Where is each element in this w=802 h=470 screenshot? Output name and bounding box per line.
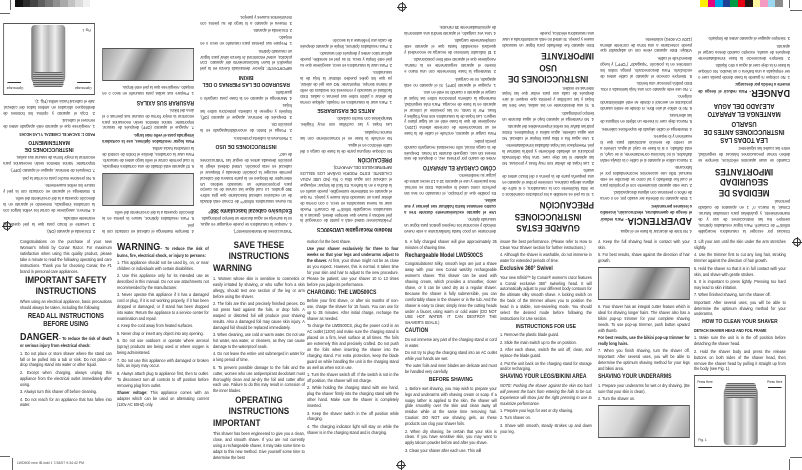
color-swatch (745, 0, 753, 7)
registration-mark-icon (398, 3, 406, 11)
text-column (307, 239, 399, 437)
paragraph: 6. Your shaver has an integral cutter feature which is ideal for shaving longer hairs. The shaver also has a bikini pop-up trimmer for your complete shaving needs. To use pop-up trimmer, push button upward with thumb. (598, 304, 690, 333)
bold-paragraph: Use el aparato exclusivamente durante tres a cuatro semanas hasta habituar sus piernas y sus axilas. (404, 197, 496, 215)
paragraph: 1. Si su piel es sensible a los productos cosméticos o se irrita fácilmente con la rasuradora, o si sufre de alguna alergia cutánea, conviene probar el aparato en una pequeña parte de la pierna o del brazo antes de usarlo. (502, 168, 594, 197)
crop-mark (0, 456, 10, 457)
paragraph: When using an electrical appliance, basic precautions should always be taken, including the following: (20, 299, 112, 311)
section-heading: IMPORTANTE (541, 49, 594, 61)
color-swatch (730, 0, 738, 7)
paragraph: 1. Do not place or store shaver where the stand can fall or be pulled into a tub or sink. Do not place or drop charging stand into water or other liquid. (20, 350, 112, 368)
arrow-right-icon (77, 82, 91, 83)
paragraph: 1. Before wet shaving, you may wish to prepare your legs and underarms with shaving cream or soap. If a soapy lather is applied to the skin, the shaver will glide smoothly over the skin and clean away all residue while at the same time removing hair. Caution: DO NOT use shaving gels, as these products can clog your shaver foils. (405, 385, 497, 427)
paragraph: Do not immerse any part of the charging stand or cord in water. (405, 336, 497, 348)
warning-block (20, 331, 112, 349)
paragraph: 2. Las hojas de afeitar son muy finas y precisas. No las aplaste ni las deje caer. Una hoja deformada producirá un afeitado deficiente y podría lastimar la piel. Reemplace las hojas dañadas inmediatamente. (502, 143, 594, 166)
paragraph: 2. When dry shaving, be certain that your skin is clean. If you have sensitive skin, you may want to apply talcum powder before and after you shave. (405, 428, 497, 446)
paragraph: To charge the LWD500CS, plug the power cord in an AC outlet (120V) and make sure the charging stand is placed on a firm, level surface at all times. The foils are extremely thin and precisely crafted. Do not push on the foils when inserting the shaver into the charging stand. For extra protection, keep the blade guard on while handling the unit in the charging stand as well as when not in use. (307, 323, 399, 370)
paragraph: "Instrucciones de Mantenimiento"). (232, 229, 292, 234)
subheading: Exclusive 360° Swivel (500, 266, 553, 273)
paragraph: 4. No mantenga el aparato bajo el agua durante un tiempo prolongado. (502, 110, 594, 122)
paragraph: 2. Ponga el botón de encendido/apagado en la posición On. (200, 122, 292, 134)
warning-lead: – To reduce the risk of death or serious injury from electrical shock: (20, 336, 112, 349)
paragraph: 7. When finished shaving, turn the shaver off. (694, 292, 771, 298)
paragraph: Las hojas y las cuchillas son muy frágiles. Manipúlelas con mucho cuidado. (300, 116, 392, 128)
text-column (502, 28, 594, 234)
section-heading: OPERATING INSTRUCTIONS (228, 395, 290, 417)
color-swatch (700, 0, 708, 7)
color-swatch (45, 0, 53, 7)
paragraph: ¡Felicitaciones! Usted está a punto de conseguir la piel sedosa y suave que siempre deseó, gracias a la rasuradora recargable Infiniti™ de Conair®. Puede usar su nueva rasuradora en seco, o con crema de afeitar para un rasurado más suave y parejo. Ya que el aparato es totalmente sumergible, puede usarlo en la ducha o en la bañera. Es fácil de limpiar: enjuague el cabezal con agua tibia o fría (NO USE AGUA CALIENTE. ESTO PODRÍA DAÑAR LOS SELLOS IMPERMEABLES DEL APARATO). (300, 165, 392, 224)
paragraph: Gracias por escoger la rasuradora recargable Infiniti™ de Conair®. Para lograr resultados óptimos, siempre lea las instrucciones de uso y de mantenimiento, y guárdelas para consultas futuras. Conair, la marca n° 1 en aparatos de cuidado personal. (698, 199, 790, 234)
figure-label: Fig. 1 (82, 28, 91, 34)
subheading: PRECAUCIÓN (357, 156, 392, 163)
subheading: MANTENGA EL APARATO ALEJADO DEL AGUA (707, 102, 781, 118)
paragraph: 7. Do not use this appliance with damaged or broken foils, as injury may occur. (117, 357, 209, 369)
paragraph: Voltaje: Este aparato viene con un adaptador que puede conectarse a una toma de corriente alterna (120V CA 60Hz) solamente. (600, 36, 692, 54)
paragraph: 1. No coloque ni guarde la base donde pueda caer o ser empujada a una bañera o un lavabo. No coloque la base ni la deje caer al agua u otro líquido. (698, 63, 790, 80)
text-column (300, 36, 392, 234)
paragraph (117, 390, 209, 408)
text-column (117, 239, 209, 409)
paragraph: 3. Use agua fría o tibia para limpiar el cabezal. No use agua caliente, agua salina o limpiadores. Éstos podrían dañar los sellos impermeables del aparato. (502, 124, 594, 141)
paragraph: 4. Aunque la rasuradora se puede enjuagar en agua, no la sumerja en agua durante un tiempo prolongado. (200, 215, 292, 227)
paragraph: 3. Nunca utilice el aparato si el cable o la clavija están dañados, si no funciona correctamente, si se cayó, si está dañado, o si la base se cayó al agua. Llévelo a un centro de servicio autorizado para que lo examinen y lo reparen. (600, 134, 692, 163)
paragraph: 2. Encienda el aparato (ON). (46, 229, 95, 234)
paragraph: Para cargar el aparato, enchufe el cable de la base en un tomacorriente de corriente alterna (120V). Asegúrese de que la base esté en un lugar plano y seguro. Las hojas de la rasuradora son muy frágiles y finas. Por lo tanto, no las presione al colocar el aparato en la base de recarga. Para más seguridad, mantenga la cubierta protectora sobre las hojas al cargar el aparato o cuando no esté en uso. (404, 89, 496, 137)
bold-paragraph: Para lograr resultados óptimos, use la cortadora integrada para el vello más largo. (102, 132, 194, 144)
arrow-left-icon (768, 387, 782, 388)
paragraph: 3. El indicador luminoso de recarga se encenderá y quedará encendido hasta que el aparato esté completamente cargado. (404, 38, 496, 56)
paragraph: 2. Turn shaver on. (500, 415, 531, 421)
bold-lead: Shaver voltage: (117, 390, 148, 396)
subheading: RASURADO DE LAS PIERNAS O DEL BIKINI (202, 73, 290, 87)
subheading: CÓMO CARGAR EL APARATO (422, 163, 496, 170)
note-paragraph: NOTE: Pushing the shaver against the skin too hard will prevent the hairs from entering the foils to be cut. Experience will show just the right pressing to use to maximize performance. (500, 382, 592, 406)
paragraph: 3. Levante el brazo para que la piel quede lig eramente estirada. (3, 215, 95, 227)
color-swatch (738, 0, 746, 7)
paragraph: 2. The foils are thin and precisely finished pieces. Do not press hard against the foils, or drop foils. A warped or distorted foil will produce poor shaving results. Also a damaged foil may cause skin injury. A damaged foil should be replaced immediately. (213, 301, 305, 330)
color-swatch (723, 0, 731, 7)
subheading: LEA TODAS LAS INSTRUCCIONES ANTES DE USARLO (703, 120, 785, 144)
paragraph: 2. Mantenga la base firmemente con una mano e inserte el aparato seguramente en la misma. Asegúrese que el aparato esté bien posicionado. (404, 57, 496, 75)
subheading: RASURAR SUS AXILAS (136, 98, 194, 105)
color-swatch (60, 0, 68, 7)
paragraph: 5. Hold the shaver so that it is in full contact with your skin, and shave with gentle strokes. (694, 265, 786, 277)
subheading: INSTRUCTIONS FOR USE (515, 323, 577, 330)
text-column (213, 239, 305, 462)
paragraph: 4. Keep the full shaving head in contact with your skin. (598, 239, 690, 250)
step-heading: PASO 1: SACAR EL CABEZAL Y LAS HOJAS (19, 131, 95, 137)
paragraph: 4. Keep the cord away from heated surfaces. (117, 323, 194, 329)
paragraph: 1. Make sure the unit is in the off position before detaching the shaver head. (694, 335, 786, 347)
paragraph: No coloque ninguna parte de la base de carga o del cable eléctrico en el agua. (300, 143, 392, 154)
shaver-figure (694, 375, 786, 447)
paragraph: 1. This appliance should not be used by, on, or near children or individuals with certain disabilities. (117, 259, 209, 271)
grayscale-color-bar (15, 0, 90, 7)
paragraph: 1. Prepare your legs for wet or dry shaving. (500, 407, 574, 413)
paragraph: 1. Asegúrese que el aparato esté apagado antes de remover el cabezal. (3, 118, 95, 130)
crop-mark (790, 10, 802, 11)
note-paragraph: IMPORTANTE: Ejercer demasiada fuerza en la piel impedirá el buen funcionamiento del aparato. Con práctica, usted encontrará la fuerza ideal para lograr un rasurado óptimo. (200, 48, 292, 72)
crop-mark (789, 459, 790, 470)
spanish-section-upside-down (0, 2, 802, 234)
warning-block (117, 241, 209, 259)
subheading: SHAVING YOUR UNDERARMS (598, 374, 672, 381)
subheading: HOW TO CLEAN YOUR SHAVER (702, 319, 778, 326)
paragraph: 1. Remove the plastic blade guard. (500, 332, 560, 338)
paragraph: 4. Do not leave the entire unit submerged in water for a long period of time. (213, 351, 305, 363)
shaver-head-illustration (33, 72, 64, 87)
process-color-bar (700, 0, 783, 7)
section-heading: SAVE THESE INSTRUCTIONS (228, 240, 290, 262)
subheading: INSTRUCCIONES DE MANTENIMIENTO (24, 139, 74, 153)
paragraph: demorarse un poco hasta familiarizarse a este nuevo método y encontrar los mejores gestos para lograr un rasurado óptimo. (404, 217, 496, 234)
paragraph: 1. Remueva la cubierta protectora. (233, 135, 292, 141)
paragraph: This shaver has been engineered to give you a clean, close, and smooth shave. If you are not currently using a rechargeable shaver, it may take some time to adapt to this new method. Give yourself some time to determine the best (213, 431, 305, 460)
paragraph: Congratulations! Silky, smooth legs are just a shave away with your new Conair wet/dry rechargeable women's shaver. This shaver can be used with shaving cream, which provides a smoother, closer shave, or it can be used dry as a regular shaver. Because the shaver is fully submersible, you can comfortably shave in the shower or in the tub. And the shaver is easy to clean; simply rinse the cutting heads under a faucet, using warm or cold water (DO NOT USE HOT WATER. IT CAN DESTROY THE SHAVER'S SEALS.) (405, 261, 497, 326)
text-column (102, 45, 194, 235)
paragraph: 8. Always attach plug to appliance first, then to outlet. To disconnect turn all controls to off position before removing plug from outlet. (117, 370, 209, 388)
warning-lead: – To reduce the risk of burns, fire, electrical shock, or injury to persons: (117, 245, 209, 258)
paragraph: 5. Mantenga el aparato en contacto con la piel y rasure los vellos suavemente. (3, 183, 95, 195)
section-heading: GUARDE ESTAS INSTRUCCIONES (514, 211, 582, 233)
paragraph: Su nueva rasuradora Infiniti™ de Conair está dotada de un exclusivo cabezal basculante que gira sobre 360 grados. Lo cual sigue las curvas de su cuerpo para proporcionarle un rasurado sedoso. Un interruptor de bloqueo en la parte trasera del cabezal permite escoger la posición deseada y bloquear el cabezal en esta posición. Usted deberá elegir la posición deseada antes de seguir las "Instrucciones de uso". (200, 152, 292, 205)
paragraph: 1. Women whose skin is sensitive to cosmetics or easily irritated by shaving, or who suffer from a skin allergy, should test one section of the leg or arm before using the shaver. (213, 276, 305, 299)
warning-title: ADVERTENCIA (627, 214, 692, 227)
paragraph: Antes de usarlo por primera vez, o después de seis meses sin uso, cárguelo durante 15 horas. Después de la carga inicial, sólo necesitará recargarlo cuando pierda poder. (404, 138, 496, 162)
paragraph: 6. El aparato está dotado de una cortadora integrada, lo cual permite cortar el vello largo antes de rasurarlo. Para usar la cortadora, deslice el botón de control de la cortadora hacia arriba. (102, 146, 194, 169)
paragraph: No enchufe la base en el tomacorriente con las manos mojadas. (300, 129, 392, 141)
paragraph: 4. Although the shaver is washable, do not immerse in water for extended periods of time. (500, 252, 592, 264)
shaving-photo (102, 173, 194, 206)
crop-mark (0, 13, 10, 14)
paragraph: 2. Use este aparato únicamente con el propósito para el cual fue diseñado y tal como se describe en este manual. Sólo use accesorios recomendados por el fabricante. (600, 165, 692, 188)
text-column (200, 12, 292, 234)
text-column (598, 239, 690, 442)
paragraph: 3. After each shave, switch the unit off, clean, and replace the blade guard. (500, 347, 592, 359)
section-heading: INSTRUCCIONES DE USO (507, 62, 589, 84)
color-swatch (753, 0, 761, 7)
paragraph: 2. Coja el aparato y oprima los botones de desbloqueo ubicados en ambos lados del cabezal. Jale el cabezal hacia arriba (Fig. 1). (3, 99, 95, 116)
warning-title: DANGER (751, 87, 790, 100)
paragraph: Es posible que al principio, el rasurado no sea tan perfecto como usted lo esperaba. Esto es normal. Sea paciente y use el aparato 10 a 13 veces antes de juzgar su rendimiento. (404, 172, 496, 196)
paragraph: 5. Para resultados óptimos, rasure la pierna en la dirección opuesta a la del crecimiento del vello. (102, 209, 194, 221)
paragraph: 5. Nunca deje caer ni inserte un objeto en ninguna de las aberturas. (600, 113, 692, 125)
color-swatch (75, 0, 83, 7)
color-swatch (53, 0, 61, 7)
print-slug: LWD500 new IB.indd 1 7/18/07 9:34:42 PM (17, 461, 85, 465)
paragraph: 3. Mueva el aparato a lo largo de su pierna con movimientos suaves y parejos. (200, 14, 292, 26)
warning-lead: – Para reducir el riesgo de muerte o herida por descarga: (698, 82, 790, 95)
paragraph: 7. Apague el aparato (OFF) después de rasurar. Importante: Varios intentos serán necesarios para encontrar la mejor forma de rasurar sus piernas o el área del bikini. (102, 107, 194, 131)
subheading: BEFORE SHAVING (428, 377, 473, 384)
press-here-label: Press Here (697, 380, 713, 385)
color-swatch (83, 0, 91, 7)
paragraph: 7. Después de terminar, apague el aparato (OFF). (10, 168, 95, 174)
shaving-photo (598, 405, 690, 438)
paragraph: motion for the best shave. (307, 239, 352, 244)
paragraph: 5. Never drop or insert any object into any opening. (117, 330, 204, 336)
paragraph: Congratulations on the purchase of your new Woman's Infiniti by Conair Razor. For maximum satisfaction when using this quality product, please take a minute to read the following operating and care instructions. Thank you for choosing Conair, the #1 brand in personal care appliances. (20, 239, 112, 274)
paragraph: 4. Use the trimmer first to cut any long hair, stroking trimmer against the direction of hair growth. (694, 252, 786, 264)
color-swatch (68, 0, 76, 7)
paragraph: 4. Siempre mantenga el cabezal en contacto con la piel. (102, 223, 194, 234)
text-column (694, 239, 786, 447)
paragraph: Cuando se usan aparatos eléctricos, siempre se deben tomar precauciones básicas de seguridad, entre las cuales las siguientes: (698, 146, 790, 164)
registration-mark-icon (3, 222, 11, 230)
shaving-photo (102, 49, 194, 82)
paragraph: 1. Apague el aparato (OFF). Si el aparato no está apagado, no se cargará. (404, 76, 496, 88)
crop-mark (10, 0, 11, 10)
paragraph: 4. Put the unit back on the charging stand for storage and/or recharging. (500, 360, 592, 372)
paragraph: 1. Este aparato no debería ser usado por, en o cerca de niños o personas con alguna discapacidad. (600, 190, 692, 202)
paragraph: 1. Prepare sus piernas para rasurarlo en seco o en mojado. (200, 35, 292, 47)
text-column (500, 239, 592, 436)
subheading: Modelo Recargable LWD500CS (316, 226, 392, 232)
paragraph: Este aparato fue diseñado para lograr un rasurado suave y parejo. Si usted no está acostumbrada a usar una rasuradora eléctrica, puede (502, 30, 594, 48)
crop-mark (790, 457, 802, 458)
paragraph-text: At first, your shave might not be as close as you expect. However, this is normal. It takes time for your skin and hair to adjust to the new procedure. Please be patient; use your shaver 10 to 13 times before you judge its performance. (307, 258, 399, 287)
paragraph: 3. Clean your shaver after each use. This will (405, 447, 482, 453)
paragraph: 1. Para usar la rasuradora en mojado, aplique crema de afeitar o jabón sobre sus piernas o axilas. Esto facilitará el rasurado y removerá los residuos de vello al mismo tiempo. Importante: NO use gel de afeitar, ya que los geles pueden obstruir la hoja de la rasuradora. (300, 70, 392, 105)
paragraph: 3. Never operate this appliance if it has a damaged cord or plug, if it is not working properly, if it has been dropped or damaged, or if stand has been dropped into water. Return the appliance to a service center for examination and repair. (117, 292, 209, 322)
subheading: INSTRUCCIONES DE USO (215, 143, 277, 150)
color-swatch (760, 0, 768, 7)
color-swatch (23, 0, 31, 7)
crop-mark (789, 0, 790, 8)
color-swatch (775, 0, 783, 7)
registration-mark-icon (793, 238, 801, 246)
section-heading: PRECAUCIÓN (539, 199, 594, 210)
paragraph: 3. When cleaning, use cold or warm water. Do not use hot water, sea water, or cleaners, as they can cause damage to the waterproof seals. (213, 332, 305, 349)
step-heading: DETACH SHAVER HEAD AND FOIL FRAME (694, 327, 767, 333)
warning-title: DANGER (20, 331, 59, 344)
crop-mark (12, 458, 13, 470)
paragraph: 2. Hold the shaver body and press the release buttons on both sides of the shaver head, then remove the shaver head by pulling it straight up from the body (see Fig. 1). (694, 348, 786, 372)
subheading: CAUTION (405, 328, 429, 335)
paragraph: Importante: Varios intentos serán necesarios para encontrar la mejor forma de rasurar sus axilas. (3, 155, 95, 166)
paragraph: 3. Lift your arm until the skin under the arm stretches slightly. (694, 239, 786, 250)
section-heading: IMPORTANT (213, 418, 261, 430)
paragraph: 2. Use this appliance only for its intended use as described in this manual. Do not use attachments not recommended by the manufacturer. (117, 273, 209, 291)
shaver-head-illustration (725, 383, 756, 398)
paragraph: 5. For best results, shave against the direction of hair growth. (598, 252, 690, 264)
paragraph: 2. Turn the shaver on. (598, 395, 636, 401)
bold-lead: Use your shaver exclusively for three to four weeks so that your legs and underarms adjust to the shaver. (307, 246, 399, 264)
section-heading: MEDIDAS DE SEGURIDAD IMPORTANTES (715, 165, 774, 198)
paragraph-text: This appliance comes with an adapter which can be used on alternating current (120v AC 60HZ) only. (117, 390, 209, 407)
arrow-left-icon (7, 82, 21, 83)
paragraph: 3. Siempre apague el aparato antes de limpiarlo. (707, 36, 790, 42)
paragraph: 3. Para resultados óptimos, limpie el aparato después de cada uso (refiérase a la sección (300, 37, 392, 49)
paragraph: 7. No use este aparato con una hoja laminada o rota. Esto podría provocar una herida. (600, 80, 692, 92)
warning-block (698, 81, 790, 99)
section-heading: WARNING (213, 263, 253, 274)
color-swatch (15, 0, 23, 7)
paragraph: Important: After several uses, you will be able to determine the optimum shaving method for your underarms. (694, 299, 786, 317)
paragraph: 5. A fully charged shaver will give approximately 35 minutes of shaving time. (405, 239, 497, 250)
paragraph: 2. Siempre desconecte la base inmediatamente después de usarla, excepto cuando desea cargar el aparato. (698, 43, 790, 61)
paragraph: Your new Infiniti™ by Conair® women's razor features a Conair exclusive 360° swiveling head. It will automatically adjust to your different body contours for the ultimate silky smooth shave. A locking switch on the back of the trimmer allows you to position the head in a stable, non-swiveling mode. You should select the desired mode before following the instructions for Use section. (500, 274, 592, 321)
subheading: CHARGING: THE LWD500CS (307, 289, 377, 296)
paragraph: 6. No presione mucho para no irritar la piel. (21, 175, 95, 181)
arrow-right-icon (698, 387, 712, 388)
paragraph: 3. Después de terminar, apague el aparato (Off), límpielo y regrese la cubierta protectora sobre las hojas. (200, 103, 292, 120)
press-here-label: Oprima aquí (6, 86, 24, 91)
paragraph: 2. Slide the main switch up to the on position. (500, 339, 577, 345)
paragraph: 2. Except when charging, always unplug this appliance from the electrical outlet immediately after using. (20, 369, 112, 387)
paragraph: 4. The charging indicator light will stay on while the shaver is in the charging stand and is charging. (307, 423, 399, 435)
color-swatch (708, 0, 716, 7)
paragraph: 4. Mantenga el aparato en la base para cargarlo o guardarlo. (200, 89, 292, 101)
paragraph: 5. Si usa desodorante en las axilas, lave bien las hojas y las cuchillas y permita que sequen al aire después de cada uso para evitar que las hojas internas se oxiden. (502, 85, 594, 109)
subheading: Rechargeable Model LWD500CS (405, 252, 483, 259)
bold-paragraph: For best results, use the bikini pop-up trimmer for really long hairs. (598, 335, 690, 347)
press-here-label: Press Here (767, 380, 783, 385)
paragraph: 1. Turn the shaver switch off. If the switch is not in the off position, the shaver will not charge. (307, 372, 399, 384)
registration-mark-icon (397, 461, 405, 469)
figure-label: Fig. 1 (698, 437, 707, 443)
text-column (3, 23, 95, 234)
paragraph: 4. Do not reach for an appliance that has fallen into water. (20, 396, 112, 408)
paragraph: insure the best performance. (Please refer to How to Clean Your Shaver section for further instructions.) (500, 239, 592, 250)
paragraph: 6. No lo utilice al aire libre, ni donde se estén usando productos en aerosol o donde se esté administrando oxígeno. (600, 94, 692, 112)
color-swatch (38, 0, 46, 7)
color-swatch (768, 0, 776, 7)
subheading: Exclusivo cabezal basculante 360° (208, 206, 292, 213)
paragraph: 7. When you finish shaving, turn the shaver off. Important: After several uses, you will be able to determine the optimum shaving method for your legs and bikini area. (598, 348, 690, 372)
subheading: ANTES DE RASURARSE (317, 107, 375, 114)
warning-block (600, 203, 692, 227)
paragraph: 3. Shave with smooth, steady strokes up and down your leg. (500, 422, 592, 434)
paragraph: The outer foils and inner blades are delicate and must be handled very carefully. (405, 363, 497, 375)
press-here-label: Oprima aquí (74, 86, 92, 91)
paragraph: 2. Para usar la rasuradora en seco, asegúrese que su piel esté limpia y seca. Si su piel es sensible, puede aplicar talco antes y después del rasurado. (300, 51, 392, 69)
section-heading: IMPORTANT SAFETY INSTRUCTIONS (25, 275, 107, 297)
paragraph: 5. To prevent possible damage to the foils and the cutter, women who use antiperspirant deodorant must thoroughly clean and air-dry the foil and cutter after each use. Failure to do this may result in corrosion of the inner blades. (213, 364, 305, 394)
text-column (698, 34, 790, 234)
paragraph: 4. Primero, asegúrese de cortar los vellos largos con la cortadora integrada, moviendo el aparato en la dirección opuesta a la del crecimiento del vello. (3, 196, 95, 214)
color-swatch (715, 0, 723, 7)
paragraph: 1. Prepare your underarms for wet or dry shaving. (Be sure that your skin is clean). (598, 382, 690, 394)
subheading: READ ALL INSTRUCTIONS BEFORE USING (27, 313, 104, 329)
paragraph: 2. While holding the charging stand with one hand, plug the shaver firmly into the charging stand with the other hand. Make sure the shaver is completely inserted. (307, 385, 399, 409)
paragraph: 1. Prepare sus axilas para rasurarlo en seco o en mojado. Asegúrese que la piel esté limpia. (102, 85, 194, 97)
paragraph: 4. No trate de alcanzar la base en el agua. (619, 229, 692, 234)
text-column (20, 239, 112, 410)
paragraph: 4. Una vez cargado, el aparato tendrá una autonomía de aproximadamente 35 minutos. (404, 24, 496, 36)
text-column (405, 239, 497, 455)
color-swatch (30, 0, 38, 7)
text-column (600, 34, 692, 234)
paragraph (307, 246, 399, 287)
paragraph: 3. Always turn this shaver off before cleaning. (20, 389, 97, 395)
text-column (404, 23, 496, 235)
warning-title: WARNING (117, 240, 161, 253)
paragraph: 6. It is important to press lightly. Pressing too hard may lead to skin irritation. (694, 278, 786, 290)
paragraph: Before your first shave, or after six months of non-use, charge the shaver for 15 hours. You can use for up to 35 minutes. After initial charge, recharge the shaver as needed. (307, 298, 399, 321)
paragraph: 4. Mantenga el cable alejado de superficies calientes. (601, 126, 692, 132)
paragraph: 8. Siempre conecte el aparato al cable antes de enchufarlo. Para desconectarlo, ponga todos los controles en la posición "Apagado" ("OFF") y luego desenchufe el cable. (600, 55, 692, 79)
paragraph: 2. Encienda el aparato. (252, 27, 292, 33)
shaver-figure (3, 23, 95, 95)
paragraph: 6. Do not use outdoors or operate where aerosol (spray) products are being used or where oxygen is being administered. (117, 338, 209, 356)
warning-lead: – Para reducir el riesgo de quemaduras, electrocución, incendio o lesiones personales: (600, 203, 692, 222)
paragraph: Do not try to plug the charging stand into an AC outlet while your hands are wet. (405, 350, 497, 361)
english-section (0, 239, 802, 460)
subheading: SHAVING YOUR LEGS/BIKINI AREA (500, 374, 587, 381)
paragraph: 3. Keep the shaver switch in the off position while charging. (307, 410, 399, 422)
shaving-photo (598, 267, 690, 300)
